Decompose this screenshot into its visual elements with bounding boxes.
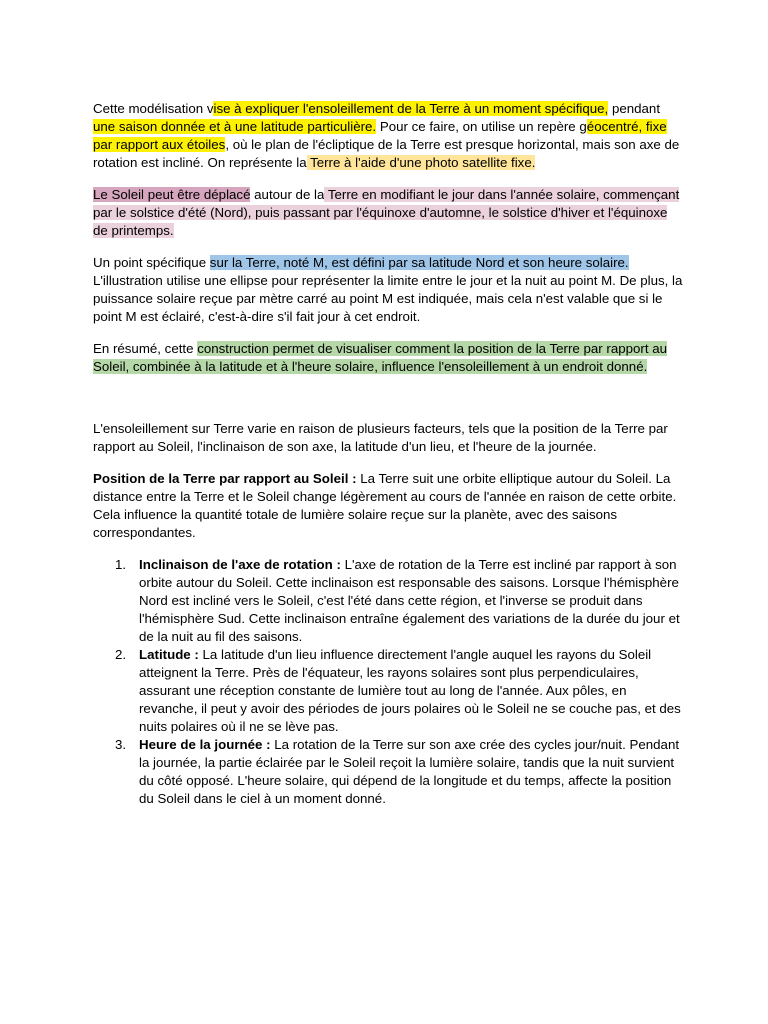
text-run: En résumé, cette	[93, 341, 198, 356]
factor-list	[93, 556, 683, 808]
list-number: 3.	[115, 737, 127, 752]
list-item-text: La rotation de la Terre sur son axe crée des cycles jour/nuit. Pendant la journée, la partie éclairée par le Soleil reçoit la lumière solaire, tandis que la nuit survient du côté opposé. L'heure solaire, qui dépend de la longitude et du temps, affecte la position du Soleil dans le ciel à un moment donné.	[139, 737, 680, 806]
highlight-blue: sur la Terre, noté M, est défini par sa latitude Nord et son heure solaire.	[209, 255, 629, 270]
list-item-title: Latitude :	[139, 647, 199, 662]
text-run: L'illustration utilise une ellipse pour représenter la limite entre le jour et la nuit au point M. De plus, la puissance solaire reçue par mètre carré au point M est indiquée, mais cela n'est valable que si le point M est éclairé, c'est-à-dire s'il fait jour à cet endroit.	[93, 273, 683, 324]
paragraph-intro	[93, 100, 683, 172]
text-run: Cette modélisation v	[93, 101, 214, 116]
paragraph-point-m	[93, 254, 683, 326]
list-item-title: Inclinaison de l'axe de rotation :	[139, 557, 341, 572]
bold-heading: Position de la Terre par rapport au Soleil :	[93, 471, 357, 486]
highlight-pink: Terre en modifiant le jour dans l'année solaire, commençant par le solstice d'été (Nord), puis passant par l'équinoxe d'automne, le solstice d'hiver et l'équinoxe de printemps.	[93, 187, 680, 238]
highlight-orange: Terre à l'aide d'une photo satellite fixe.	[306, 155, 536, 170]
text-run: autour de la	[250, 187, 325, 202]
paragraph-summary	[93, 340, 683, 376]
list-item	[93, 646, 683, 736]
highlight-yellow: ise à expliquer l'ensoleillement de la Terre à un moment spécifique,	[213, 101, 609, 116]
text-run: , où le plan de l'écliptique de la Terre est presque horizontal, mais son axe de rotation est incliné. On représente la	[93, 137, 680, 170]
list-number: 2.	[115, 647, 127, 662]
paragraph-factors: L'ensoleillement sur Terre varie en raison de plusieurs facteurs, tels que la position de la Terre par rapport au Soleil, l'inclinaison de son axe, la latitude d'un lieu, et l'heure de la journée.	[93, 421, 668, 454]
list-item	[93, 736, 683, 808]
highlight-yellow: éocentré, fixe par rapport aux étoiles	[93, 119, 667, 152]
text-run: La Terre suit une orbite elliptique autour du Soleil. La distance entre la Terre et le Soleil change légèrement au cours de l'année en raison de cette orbite. Cela influence la quantité totale de lumière solaire reçue sur la planète, avec des saisons correspondantes.	[93, 471, 677, 540]
text-run: Pour ce faire, on utilise un repère g	[376, 119, 587, 134]
paragraph-earth-position	[93, 470, 683, 542]
list-item-text: La latitude d'un lieu influence directement l'angle auquel les rayons du Soleil atteignent la Terre. Près de l'équateur, les rayons solaires sont plus perpendiculaires, assurant une réception constante de lumière tout au long de l'année. Aux pôles, en revanche, il peut y avoir des périodes de jours polaires où le Soleil ne se couche pas, et des nuits polaires où il ne se lève pas.	[139, 647, 681, 734]
list-item-text: L'axe de rotation de la Terre est incliné par rapport à son orbite autour du Soleil. Cette inclinaison est responsable des saisons. Lorsque l'hémisphère Nord est incliné vers le Soleil, c'est l'été dans cette région, et l'inverse se produit dans l'hémisphère Sud. Cette inclinaison entraîne également des variations de la durée du jour et de la nuit au fil des saisons.	[139, 557, 680, 644]
highlight-magenta: Le Soleil peut être déplacé	[93, 187, 251, 202]
highlight-yellow: une saison donnée et à une latitude particulière.	[93, 119, 377, 134]
list-number: 1.	[115, 557, 127, 572]
spacer	[93, 390, 683, 420]
list-item-title: Heure de la journée :	[139, 737, 271, 752]
text-run: Un point spécifique	[93, 255, 210, 270]
paragraph-sun	[93, 186, 683, 240]
text-run: pendant	[608, 101, 661, 116]
list-item	[93, 556, 683, 646]
document-body	[93, 100, 683, 808]
highlight-green: construction permet de visualiser comment la position de la Terre par rapport au Soleil, combinée à la latitude et à l'heure solaire, influence l'ensoleillement à un endroit donné.	[93, 341, 668, 374]
